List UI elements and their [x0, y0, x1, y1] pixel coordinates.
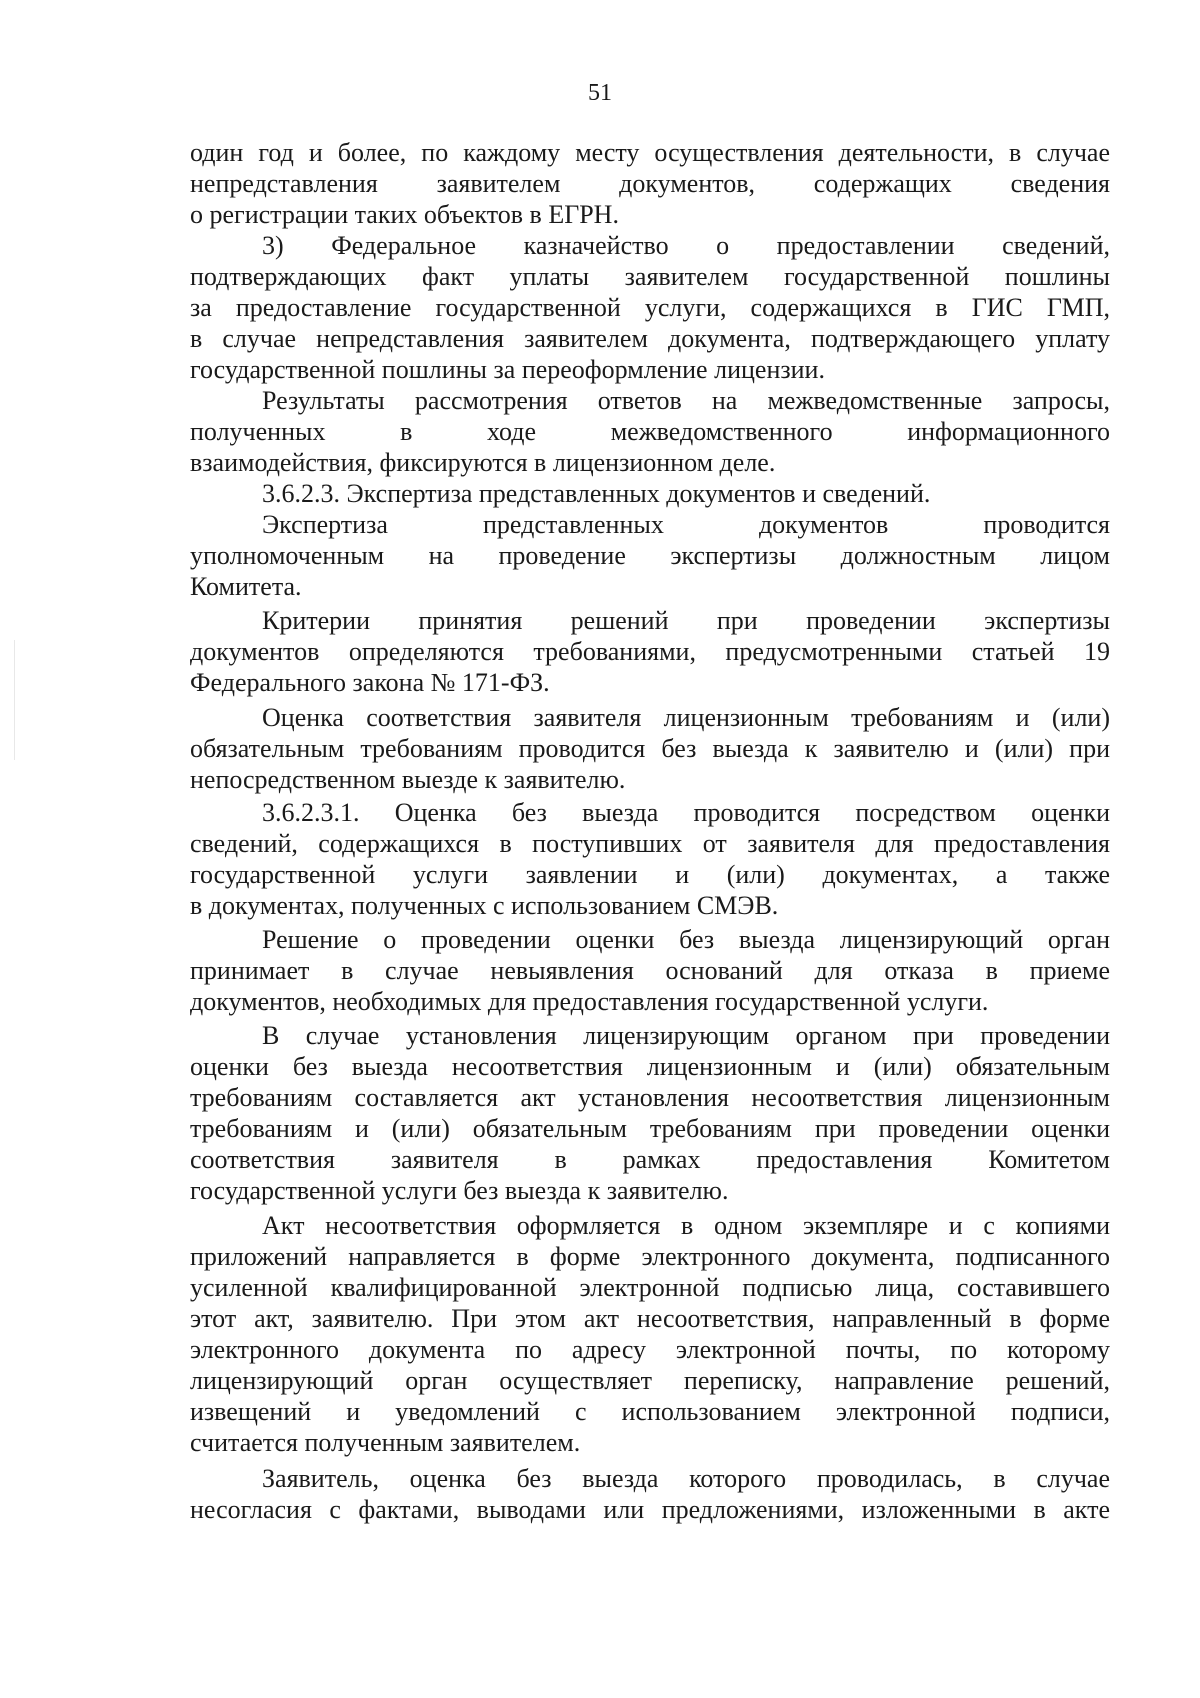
paragraph-line: Оценка соответствия заявителя лицензионным требованиям и (или)	[262, 703, 1110, 732]
page-number: 51	[588, 80, 612, 106]
paragraph-line: Комитета.	[190, 572, 302, 601]
paragraph-line: государственной услуги без выезда к заявителю.	[190, 1176, 729, 1205]
paragraph-line: оценки без выезда несоответствия лицензионным и (или) обязательным	[190, 1052, 1110, 1081]
scan-artifact	[14, 640, 15, 760]
paragraph-line: усиленной квалифицированной электронной подписью лица, составившего	[190, 1273, 1110, 1302]
paragraph-line: соответствия заявителя в рамках предоставления Комитетом	[190, 1145, 1110, 1174]
paragraph-line: в случае непредставления заявителем документа, подтверждающего уплату	[190, 324, 1110, 353]
paragraph-line: один год и более, по каждому месту осуществления деятельности, в случае	[190, 138, 1110, 167]
paragraph	[190, 385, 1110, 478]
paragraph	[190, 797, 1110, 921]
paragraph-line: приложений направляется в форме электронного документа, подписанного	[190, 1242, 1110, 1271]
paragraph-line: за предоставление государственной услуги, содержащихся в ГИС ГМП,	[190, 293, 1110, 322]
paragraph-line: документов определяются требованиями, предусмотренными статьей 19	[190, 637, 1110, 666]
paragraph-line: 3.6.2.3.1. Оценка без выезда проводится посредством оценки	[262, 798, 1110, 827]
paragraph-line: извещений и уведомлений с использованием электронной подписи,	[190, 1397, 1110, 1426]
paragraph-line: Заявитель, оценка без выезда которого проводилась, в случае	[262, 1464, 1110, 1493]
paragraph-line: государственной пошлины за переоформление лицензии.	[190, 355, 825, 384]
paragraph	[190, 509, 1110, 602]
paragraph-line: требованиям и (или) обязательным требованиям при проведении оценки	[190, 1114, 1110, 1143]
paragraph-line: Результаты рассмотрения ответов на межведомственные запросы,	[262, 386, 1110, 415]
paragraph-line: считается полученным заявителем.	[190, 1428, 581, 1457]
paragraph-line: 3) Федеральное казначейство о предоставлении сведений,	[262, 231, 1110, 260]
paragraph-line: В случае установления лицензирующим органом при проведении	[262, 1021, 1110, 1050]
paragraph-line: Критерии принятия решений при проведении экспертизы	[262, 606, 1110, 635]
paragraph-line: этот акт, заявителю. При этом акт несоответствия, направленный в форме	[190, 1304, 1110, 1333]
paragraph-line: электронного документа по адресу электронной почты, по которому	[190, 1335, 1110, 1364]
paragraph-line: сведений, содержащихся в поступивших от заявителя для предоставления	[190, 829, 1110, 858]
paragraph-line: обязательным требованиям проводится без выезда к заявителю и (или) при	[190, 734, 1110, 763]
paragraph-line: Решение о проведении оценки без выезда лицензирующий орган	[262, 925, 1110, 954]
paragraph-line: в документах, полученных с использованием СМЭВ.	[190, 891, 779, 920]
paragraph-line: непредставления заявителем документов, содержащих сведения	[190, 169, 1110, 198]
paragraph	[190, 605, 1110, 698]
paragraph	[190, 924, 1110, 1017]
paragraph-line: принимает в случае невыявления оснований для отказа в приеме	[190, 956, 1110, 985]
paragraph-line: Акт несоответствия оформляется в одном экземпляре и с копиями	[262, 1211, 1110, 1240]
paragraph-line: лицензирующий орган осуществляет переписку, направление решений,	[190, 1366, 1110, 1395]
paragraph-line: несогласия с фактами, выводами или предложениями, изложенными в акте	[190, 1495, 1110, 1524]
paragraph-line: уполномоченным на проведение экспертизы должностным лицом	[190, 541, 1110, 570]
paragraph-line: Федерального закона № 171-ФЗ.	[190, 668, 550, 697]
paragraph	[190, 137, 1110, 230]
paragraph	[190, 1463, 1110, 1525]
paragraph-line: 3.6.2.3. Экспертиза представленных документов и сведений.	[262, 479, 931, 508]
paragraph	[190, 230, 1110, 385]
paragraph-line: Экспертиза представленных документов проводится	[262, 510, 1110, 539]
paragraph-line: непосредственном выезде к заявителю.	[190, 765, 626, 794]
paragraph-line: государственной услуги заявлении и (или) документах, а также	[190, 860, 1110, 889]
paragraph	[190, 478, 1110, 509]
paragraph-line: полученных в ходе межведомственного информационного	[190, 417, 1110, 446]
paragraph-line: требованиям составляется акт установления несоответствия лицензионным	[190, 1083, 1110, 1112]
paragraph	[190, 1210, 1110, 1458]
paragraph-line: подтверждающих факт уплаты заявителем государственной пошлины	[190, 262, 1110, 291]
paragraph-line: взаимодействия, фиксируются в лицензионном деле.	[190, 448, 776, 477]
paragraph	[190, 1020, 1110, 1206]
paragraph	[190, 702, 1110, 795]
paragraph-line: документов, необходимых для предоставления государственной услуги.	[190, 987, 989, 1016]
paragraph-line: о регистрации таких объектов в ЕГРН.	[190, 200, 619, 229]
